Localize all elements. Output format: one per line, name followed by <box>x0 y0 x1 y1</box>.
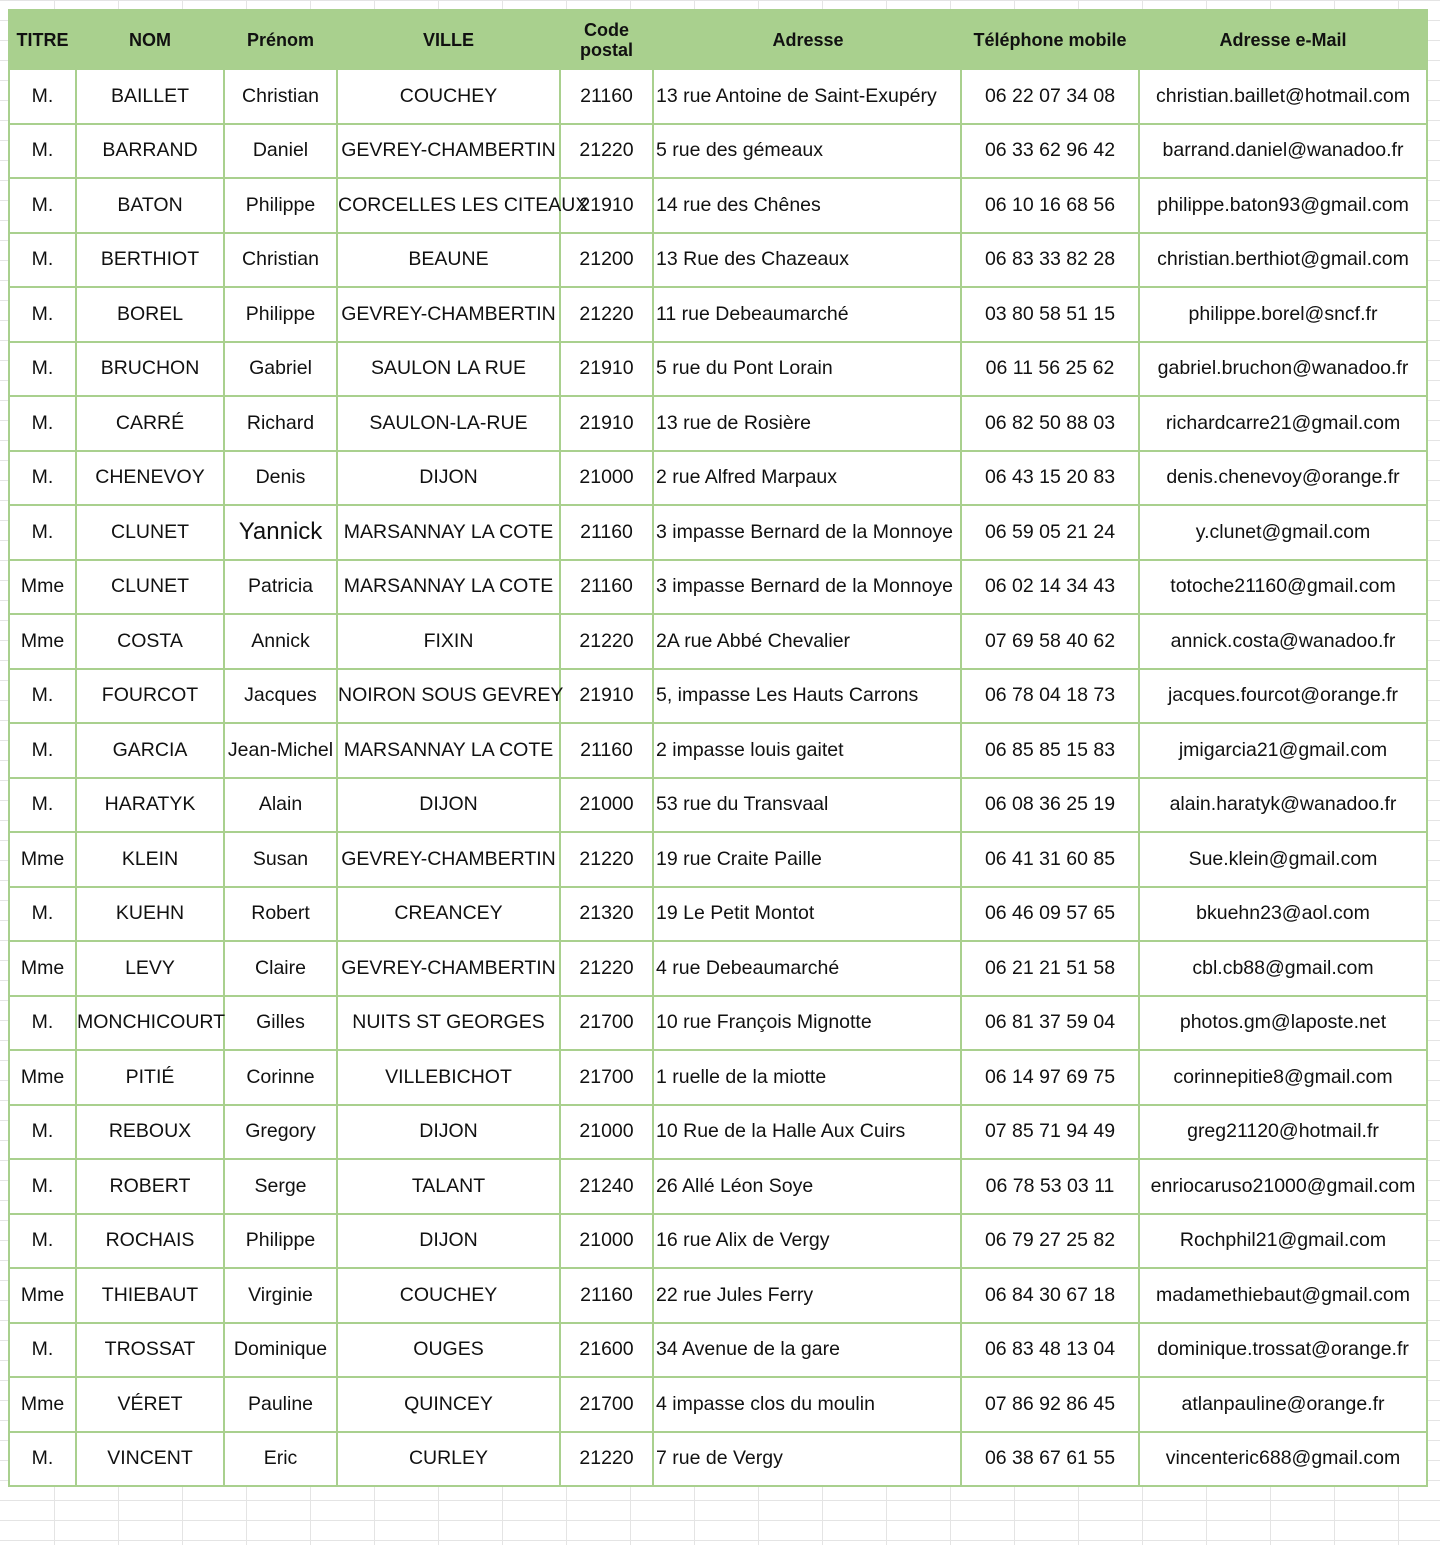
cell-code-postal[interactable]: 21160 <box>560 505 653 560</box>
cell-email[interactable]: christian.baillet@hotmail.com <box>1139 69 1427 124</box>
cell-adresse[interactable]: 4 rue Debeaumarché <box>653 941 961 996</box>
cell-nom[interactable]: KUEHN <box>76 887 224 942</box>
cell-adresse[interactable]: 2 rue Alfred Marpaux <box>653 451 961 506</box>
cell-email[interactable]: philippe.borel@sncf.fr <box>1139 287 1427 342</box>
cell-adresse[interactable]: 2A rue Abbé Chevalier <box>653 614 961 669</box>
cell-prenom[interactable]: Jean-Michel <box>224 723 337 778</box>
cell-adresse[interactable]: 19 Le Petit Montot <box>653 887 961 942</box>
cell-nom[interactable]: REBOUX <box>76 1105 224 1160</box>
cell-titre[interactable]: M. <box>9 69 76 124</box>
cell-prenom[interactable]: Christian <box>224 233 337 288</box>
table-row <box>9 1432 1427 1487</box>
cell-telephone[interactable]: 06 83 33 82 28 <box>961 233 1139 288</box>
cell-ville[interactable]: MARSANNAY LA COTE <box>337 560 560 615</box>
table-row <box>9 1377 1427 1432</box>
table-row <box>9 1159 1427 1214</box>
cell-prenom[interactable]: Gregory <box>224 1105 337 1160</box>
cell-titre[interactable]: Mme <box>9 614 76 669</box>
cell-telephone[interactable]: 06 22 07 34 08 <box>961 69 1139 124</box>
contacts-table <box>8 9 1428 1487</box>
cell-adresse[interactable]: 3 impasse Bernard de la Monnoye <box>653 505 961 560</box>
cell-email[interactable]: enriocaruso21000@gmail.com <box>1139 1159 1427 1214</box>
cell-nom[interactable]: CHENEVOY <box>76 451 224 506</box>
cell-ville[interactable]: CREANCEY <box>337 887 560 942</box>
cell-nom[interactable]: PITIÉ <box>76 1050 224 1105</box>
cell-titre[interactable]: M. <box>9 1214 76 1269</box>
cell-code-postal[interactable]: 21220 <box>560 124 653 179</box>
cell-code-postal[interactable]: 21700 <box>560 1377 653 1432</box>
cell-email[interactable]: denis.chenevoy@orange.fr <box>1139 451 1427 506</box>
cell-titre[interactable]: M. <box>9 287 76 342</box>
cell-code-postal[interactable]: 21220 <box>560 832 653 887</box>
cell-adresse[interactable]: 5, impasse Les Hauts Carrons <box>653 669 961 724</box>
header-nom: NOM <box>76 10 224 69</box>
table-row <box>9 124 1427 179</box>
cell-prenom[interactable]: Claire <box>224 941 337 996</box>
cell-code-postal[interactable]: 21220 <box>560 614 653 669</box>
cell-email[interactable]: jacques.fourcot@orange.fr <box>1139 669 1427 724</box>
table-body <box>9 69 1427 1486</box>
table-row <box>9 778 1427 833</box>
cell-nom[interactable]: KLEIN <box>76 832 224 887</box>
cell-code-postal[interactable]: 21240 <box>560 1159 653 1214</box>
cell-email[interactable]: barrand.daniel@wanadoo.fr <box>1139 124 1427 179</box>
header-ville: VILLE <box>337 10 560 69</box>
cell-nom[interactable]: BOREL <box>76 287 224 342</box>
cell-nom[interactable]: TROSSAT <box>76 1323 224 1378</box>
cell-telephone[interactable]: 06 81 37 59 04 <box>961 996 1139 1051</box>
cell-email[interactable]: christian.berthiot@gmail.com <box>1139 233 1427 288</box>
cell-code-postal[interactable]: 21700 <box>560 1050 653 1105</box>
cell-ville[interactable]: MARSANNAY LA COTE <box>337 505 560 560</box>
cell-prenom[interactable]: Alain <box>224 778 337 833</box>
cell-titre[interactable]: M. <box>9 505 76 560</box>
table-row <box>9 1105 1427 1160</box>
cell-email[interactable]: y.clunet@gmail.com <box>1139 505 1427 560</box>
table-row <box>9 669 1427 724</box>
cell-ville[interactable]: GEVREY-CHAMBERTIN <box>337 287 560 342</box>
cell-ville[interactable]: MARSANNAY LA COTE <box>337 723 560 778</box>
cell-email[interactable]: dominique.trossat@orange.fr <box>1139 1323 1427 1378</box>
cell-titre[interactable]: M. <box>9 178 76 233</box>
cell-prenom[interactable]: Eric <box>224 1432 337 1487</box>
header-row <box>9 10 1427 69</box>
cell-code-postal[interactable]: 21160 <box>560 723 653 778</box>
cell-prenom[interactable]: Susan <box>224 832 337 887</box>
cell-ville[interactable]: SAULON-LA-RUE <box>337 396 560 451</box>
cell-telephone[interactable]: 06 84 30 67 18 <box>961 1268 1139 1323</box>
cell-code-postal[interactable]: 21910 <box>560 178 653 233</box>
cell-email[interactable]: photos.gm@laposte.net <box>1139 996 1427 1051</box>
cell-code-postal[interactable]: 21700 <box>560 996 653 1051</box>
cell-nom[interactable]: GARCIA <box>76 723 224 778</box>
cell-titre[interactable]: M. <box>9 669 76 724</box>
cell-ville[interactable]: QUINCEY <box>337 1377 560 1432</box>
cell-prenom[interactable]: Philippe <box>224 178 337 233</box>
table-row <box>9 614 1427 669</box>
cell-telephone[interactable]: 06 46 09 57 65 <box>961 887 1139 942</box>
cell-titre[interactable]: M. <box>9 996 76 1051</box>
cell-prenom[interactable]: Robert <box>224 887 337 942</box>
cell-titre[interactable]: Mme <box>9 941 76 996</box>
cell-ville[interactable]: GEVREY-CHAMBERTIN <box>337 832 560 887</box>
cell-email[interactable]: Rochphil21@gmail.com <box>1139 1214 1427 1269</box>
cell-prenom[interactable]: Annick <box>224 614 337 669</box>
table-row <box>9 451 1427 506</box>
cell-telephone[interactable]: 06 10 16 68 56 <box>961 178 1139 233</box>
cell-nom[interactable]: CLUNET <box>76 505 224 560</box>
cell-code-postal[interactable]: 21000 <box>560 1105 653 1160</box>
cell-nom[interactable]: HARATYK <box>76 778 224 833</box>
table-header <box>9 10 1427 69</box>
table-row <box>9 941 1427 996</box>
table-row <box>9 287 1427 342</box>
cell-telephone[interactable]: 06 79 27 25 82 <box>961 1214 1139 1269</box>
cell-ville[interactable]: GEVREY-CHAMBERTIN <box>337 941 560 996</box>
header-code-postal: Code postal <box>560 10 653 69</box>
table-row <box>9 1268 1427 1323</box>
table-row <box>9 723 1427 778</box>
cell-email[interactable]: Sue.klein@gmail.com <box>1139 832 1427 887</box>
cell-email[interactable]: totoche21160@gmail.com <box>1139 560 1427 615</box>
cell-prenom[interactable]: Patricia <box>224 560 337 615</box>
cell-titre[interactable]: M. <box>9 1105 76 1160</box>
cell-code-postal[interactable]: 21200 <box>560 233 653 288</box>
cell-telephone[interactable]: 06 82 50 88 03 <box>961 396 1139 451</box>
cell-titre[interactable]: Mme <box>9 1050 76 1105</box>
cell-prenom[interactable]: Jacques <box>224 669 337 724</box>
cell-telephone[interactable]: 07 85 71 94 49 <box>961 1105 1139 1160</box>
cell-nom[interactable]: LEVY <box>76 941 224 996</box>
cell-adresse[interactable]: 10 Rue de la Halle Aux Cuirs <box>653 1105 961 1160</box>
cell-telephone[interactable]: 06 83 48 13 04 <box>961 1323 1139 1378</box>
cell-telephone[interactable]: 06 85 85 15 83 <box>961 723 1139 778</box>
cell-prenom[interactable]: Gilles <box>224 996 337 1051</box>
cell-email[interactable]: cbl.cb88@gmail.com <box>1139 941 1427 996</box>
cell-prenom[interactable]: Daniel <box>224 124 337 179</box>
cell-code-postal[interactable]: 21600 <box>560 1323 653 1378</box>
table-row <box>9 1050 1427 1105</box>
cell-code-postal[interactable]: 21160 <box>560 560 653 615</box>
cell-adresse[interactable]: 19 rue Craite Paille <box>653 832 961 887</box>
cell-ville[interactable]: COUCHEY <box>337 69 560 124</box>
cell-titre[interactable]: M. <box>9 396 76 451</box>
cell-titre[interactable]: Mme <box>9 832 76 887</box>
table-row <box>9 1323 1427 1378</box>
cell-titre[interactable]: Mme <box>9 560 76 615</box>
cell-ville[interactable]: NOIRON SOUS GEVREY <box>337 669 560 724</box>
cell-prenom[interactable]: Gabriel <box>224 342 337 397</box>
cell-adresse[interactable]: 7 rue de Vergy <box>653 1432 961 1487</box>
cell-telephone[interactable]: 06 38 67 61 55 <box>961 1432 1139 1487</box>
header-telephone: Téléphone mobile <box>961 10 1139 69</box>
cell-email[interactable]: greg21120@hotmail.fr <box>1139 1105 1427 1160</box>
cell-ville[interactable]: DIJON <box>337 778 560 833</box>
cell-prenom[interactable]: Dominique <box>224 1323 337 1378</box>
cell-prenom[interactable]: Philippe <box>224 287 337 342</box>
cell-ville[interactable]: OUGES <box>337 1323 560 1378</box>
cell-telephone[interactable]: 06 21 21 51 58 <box>961 941 1139 996</box>
cell-telephone[interactable]: 06 08 36 25 19 <box>961 778 1139 833</box>
cell-nom[interactable]: BRUCHON <box>76 342 224 397</box>
cell-email[interactable]: gabriel.bruchon@wanadoo.fr <box>1139 342 1427 397</box>
cell-telephone[interactable]: 06 41 31 60 85 <box>961 832 1139 887</box>
cell-email[interactable]: atlanpauline@orange.fr <box>1139 1377 1427 1432</box>
table-row <box>9 178 1427 233</box>
cell-adresse[interactable]: 5 rue des gémeaux <box>653 124 961 179</box>
cell-code-postal[interactable]: 21000 <box>560 1214 653 1269</box>
contacts-table-container <box>8 9 1426 1487</box>
cell-telephone[interactable]: 06 33 62 96 42 <box>961 124 1139 179</box>
cell-code-postal[interactable]: 21910 <box>560 396 653 451</box>
cell-adresse[interactable]: 4 impasse clos du moulin <box>653 1377 961 1432</box>
cell-email[interactable]: bkuehn23@aol.com <box>1139 887 1427 942</box>
cell-nom[interactable]: VINCENT <box>76 1432 224 1487</box>
table-row <box>9 1214 1427 1269</box>
cell-adresse[interactable]: 2 impasse louis gaitet <box>653 723 961 778</box>
cell-telephone[interactable]: 06 11 56 25 62 <box>961 342 1139 397</box>
cell-prenom[interactable]: Christian <box>224 69 337 124</box>
cell-adresse[interactable]: 5 rue du Pont Lorain <box>653 342 961 397</box>
cell-prenom[interactable]: Yannick <box>224 505 337 560</box>
table-row <box>9 505 1427 560</box>
cell-nom[interactable]: FOURCOT <box>76 669 224 724</box>
cell-titre[interactable]: M. <box>9 887 76 942</box>
cell-code-postal[interactable]: 21220 <box>560 1432 653 1487</box>
cell-code-postal[interactable]: 21910 <box>560 669 653 724</box>
cell-ville[interactable]: DIJON <box>337 451 560 506</box>
cell-prenom[interactable]: Serge <box>224 1159 337 1214</box>
cell-nom[interactable]: COSTA <box>76 614 224 669</box>
cell-code-postal[interactable]: 21320 <box>560 887 653 942</box>
cell-nom[interactable]: MONCHICOURT <box>76 996 224 1051</box>
cell-email[interactable]: jmigarcia21@gmail.com <box>1139 723 1427 778</box>
cell-adresse[interactable]: 13 rue Antoine de Saint-Exupéry <box>653 69 961 124</box>
cell-adresse[interactable]: 13 Rue des Chazeaux <box>653 233 961 288</box>
cell-telephone[interactable]: 06 43 15 20 83 <box>961 451 1139 506</box>
cell-ville[interactable]: FIXIN <box>337 614 560 669</box>
cell-code-postal[interactable]: 21000 <box>560 778 653 833</box>
cell-prenom[interactable]: Corinne <box>224 1050 337 1105</box>
cell-nom[interactable]: BAILLET <box>76 69 224 124</box>
cell-titre[interactable]: Mme <box>9 1377 76 1432</box>
cell-email[interactable]: vincenteric688@gmail.com <box>1139 1432 1427 1487</box>
cell-email[interactable]: philippe.baton93@gmail.com <box>1139 178 1427 233</box>
cell-adresse[interactable]: 53 rue du Transvaal <box>653 778 961 833</box>
cell-ville[interactable]: BEAUNE <box>337 233 560 288</box>
cell-titre[interactable]: M. <box>9 723 76 778</box>
cell-adresse[interactable]: 26 Allé Léon Soye <box>653 1159 961 1214</box>
cell-adresse[interactable]: 11 rue Debeaumarché <box>653 287 961 342</box>
cell-nom[interactable]: BERTHIOT <box>76 233 224 288</box>
table-row <box>9 233 1427 288</box>
cell-adresse[interactable]: 14 rue des Chênes <box>653 178 961 233</box>
table-row <box>9 396 1427 451</box>
header-email: Adresse e-Mail <box>1139 10 1427 69</box>
cell-prenom[interactable]: Virginie <box>224 1268 337 1323</box>
cell-adresse[interactable]: 16 rue Alix de Vergy <box>653 1214 961 1269</box>
cell-prenom[interactable]: Pauline <box>224 1377 337 1432</box>
cell-prenom[interactable]: Denis <box>224 451 337 506</box>
cell-titre[interactable]: M. <box>9 124 76 179</box>
table-row <box>9 342 1427 397</box>
cell-titre[interactable]: Mme <box>9 1268 76 1323</box>
cell-email[interactable]: corinnepitie8@gmail.com <box>1139 1050 1427 1105</box>
cell-code-postal[interactable]: 21000 <box>560 451 653 506</box>
cell-ville[interactable]: CORCELLES LES CITEAUX <box>337 178 560 233</box>
cell-adresse[interactable]: 13 rue de Rosière <box>653 396 961 451</box>
table-row <box>9 887 1427 942</box>
table-row <box>9 69 1427 124</box>
cell-telephone[interactable]: 06 78 04 18 73 <box>961 669 1139 724</box>
cell-telephone[interactable]: 06 02 14 34 43 <box>961 560 1139 615</box>
cell-adresse[interactable]: 10 rue François Mignotte <box>653 996 961 1051</box>
cell-ville[interactable]: DIJON <box>337 1105 560 1160</box>
cell-titre[interactable]: M. <box>9 233 76 288</box>
cell-email[interactable]: alain.haratyk@wanadoo.fr <box>1139 778 1427 833</box>
header-prenom: Prénom <box>224 10 337 69</box>
cell-code-postal[interactable]: 21160 <box>560 69 653 124</box>
cell-adresse[interactable]: 3 impasse Bernard de la Monnoye <box>653 560 961 615</box>
cell-nom[interactable]: VÉRET <box>76 1377 224 1432</box>
cell-code-postal[interactable]: 21220 <box>560 287 653 342</box>
cell-adresse[interactable]: 34 Avenue de la gare <box>653 1323 961 1378</box>
cell-prenom[interactable]: Richard <box>224 396 337 451</box>
cell-ville[interactable]: SAULON LA RUE <box>337 342 560 397</box>
cell-ville[interactable]: CURLEY <box>337 1432 560 1487</box>
cell-email[interactable]: annick.costa@wanadoo.fr <box>1139 614 1427 669</box>
cell-adresse[interactable]: 1 ruelle de la miotte <box>653 1050 961 1105</box>
cell-nom[interactable]: CARRÉ <box>76 396 224 451</box>
cell-nom[interactable]: ROBERT <box>76 1159 224 1214</box>
cell-nom[interactable]: ROCHAIS <box>76 1214 224 1269</box>
cell-ville[interactable]: NUITS ST GEORGES <box>337 996 560 1051</box>
cell-ville[interactable]: COUCHEY <box>337 1268 560 1323</box>
cell-telephone[interactable]: 07 86 92 86 45 <box>961 1377 1139 1432</box>
cell-titre[interactable]: M. <box>9 342 76 397</box>
cell-code-postal[interactable]: 21910 <box>560 342 653 397</box>
cell-telephone[interactable]: 06 59 05 21 24 <box>961 505 1139 560</box>
cell-prenom[interactable]: Philippe <box>224 1214 337 1269</box>
cell-ville[interactable]: GEVREY-CHAMBERTIN <box>337 124 560 179</box>
header-titre: TITRE <box>9 10 76 69</box>
table-row <box>9 996 1427 1051</box>
cell-ville[interactable]: TALANT <box>337 1159 560 1214</box>
table-row <box>9 560 1427 615</box>
header-adresse: Adresse <box>653 10 961 69</box>
table-row <box>9 832 1427 887</box>
cell-email[interactable]: richardcarre21@gmail.com <box>1139 396 1427 451</box>
cell-code-postal[interactable]: 21160 <box>560 1268 653 1323</box>
cell-adresse[interactable]: 22 rue Jules Ferry <box>653 1268 961 1323</box>
cell-telephone[interactable]: 03 80 58 51 15 <box>961 287 1139 342</box>
cell-email[interactable]: madamethiebaut@gmail.com <box>1139 1268 1427 1323</box>
cell-code-postal[interactable]: 21220 <box>560 941 653 996</box>
cell-nom[interactable]: THIEBAUT <box>76 1268 224 1323</box>
cell-nom[interactable]: BARRAND <box>76 124 224 179</box>
cell-ville[interactable]: VILLEBICHOT <box>337 1050 560 1105</box>
cell-telephone[interactable]: 06 14 97 69 75 <box>961 1050 1139 1105</box>
cell-telephone[interactable]: 06 78 53 03 11 <box>961 1159 1139 1214</box>
cell-titre[interactable]: M. <box>9 1159 76 1214</box>
cell-nom[interactable]: CLUNET <box>76 560 224 615</box>
cell-titre[interactable]: M. <box>9 451 76 506</box>
cell-nom[interactable]: BATON <box>76 178 224 233</box>
cell-titre[interactable]: M. <box>9 778 76 833</box>
cell-titre[interactable]: M. <box>9 1432 76 1487</box>
cell-ville[interactable]: DIJON <box>337 1214 560 1269</box>
cell-titre[interactable]: M. <box>9 1323 76 1378</box>
cell-telephone[interactable]: 07 69 58 40 62 <box>961 614 1139 669</box>
